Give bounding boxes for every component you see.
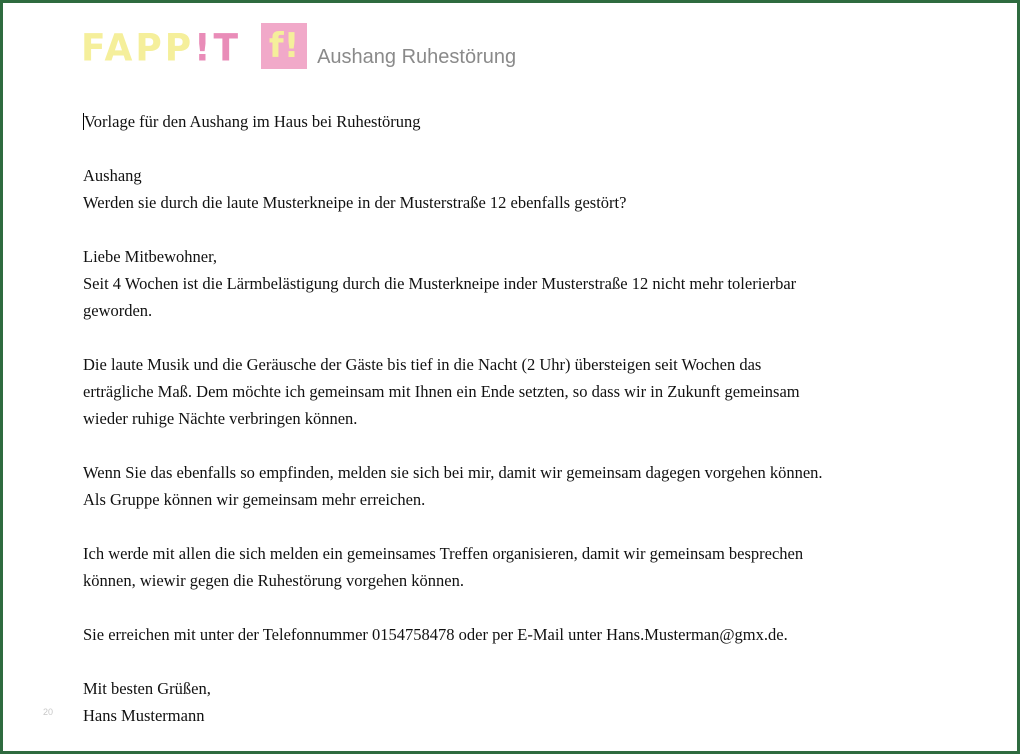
paragraph-line: Die laute Musik und die Geräusche der Gäste bis tief in die Nacht (2 Uhr) übersteigen seit Wochen das bbox=[83, 355, 762, 374]
header-title: Aushang Ruhestörung bbox=[317, 46, 517, 68]
notice-question: Werden sie durch die laute Musterkneipe in der Musterstraße 12 ebenfalls gestört? bbox=[83, 193, 627, 212]
paragraph-contact-request bbox=[83, 459, 1003, 513]
salutation: Liebe Mitbewohner, bbox=[83, 247, 218, 266]
paragraph-line: wieder ruhige Nächte verbringen können. bbox=[83, 409, 358, 428]
notice-heading: Aushang bbox=[83, 166, 142, 185]
document-body[interactable] bbox=[83, 108, 1003, 756]
signature-name: Hans Mustermann bbox=[83, 706, 205, 725]
signature-block bbox=[83, 675, 1003, 729]
brand-logo-accent: !T bbox=[194, 26, 242, 70]
intro-text: Vorlage für den Aushang im Haus bei Ruhestörung bbox=[84, 112, 421, 131]
brand-logo-text: FAPP bbox=[81, 26, 195, 70]
brand-logo bbox=[81, 26, 242, 70]
page-header bbox=[81, 17, 516, 73]
notice-header bbox=[83, 162, 1003, 216]
paragraph-contact bbox=[83, 621, 1003, 648]
paragraph-salutation bbox=[83, 243, 1003, 324]
paragraph-line: Wenn Sie das ebenfalls so empfinden, melden sie sich bei mir, damit wir gemeinsam dagegen vorgehen können. bbox=[83, 463, 823, 482]
paragraph-line: Seit 4 Wochen ist die Lärmbelästigung durch die Musterkneipe inder Musterstraße 12 nicht mehr tolerierbar bbox=[83, 274, 797, 293]
closing: Mit besten Grüßen, bbox=[83, 679, 211, 698]
paragraph-line: Als Gruppe können wir gemeinsam mehr erreichen. bbox=[83, 490, 426, 509]
contact-line: Sie erreichen mit unter der Telefonnummer 0154758478 oder per E-Mail unter Hans.Musterman@gmx.de. bbox=[83, 625, 788, 644]
paragraph-line: geworden. bbox=[83, 301, 153, 320]
paragraph-line: können, wiewir gegen die Ruhestörung vorgehen können. bbox=[83, 571, 464, 590]
page-number: 20 bbox=[43, 707, 54, 717]
paragraph-meeting bbox=[83, 540, 1003, 594]
intro-line bbox=[83, 108, 1003, 135]
paragraph-line: erträgliche Maß. Dem möchte ich gemeinsam mit Ihnen ein Ende setzten, so dass wir in Zukunft gemeinsam bbox=[83, 382, 800, 401]
paragraph-line: Ich werde mit allen die sich melden ein gemeinsames Treffen organisieren, damit wir gemeinsam besprechen bbox=[83, 544, 804, 563]
paragraph-noise bbox=[83, 351, 1003, 432]
brand-logo-box: f! bbox=[261, 23, 307, 69]
